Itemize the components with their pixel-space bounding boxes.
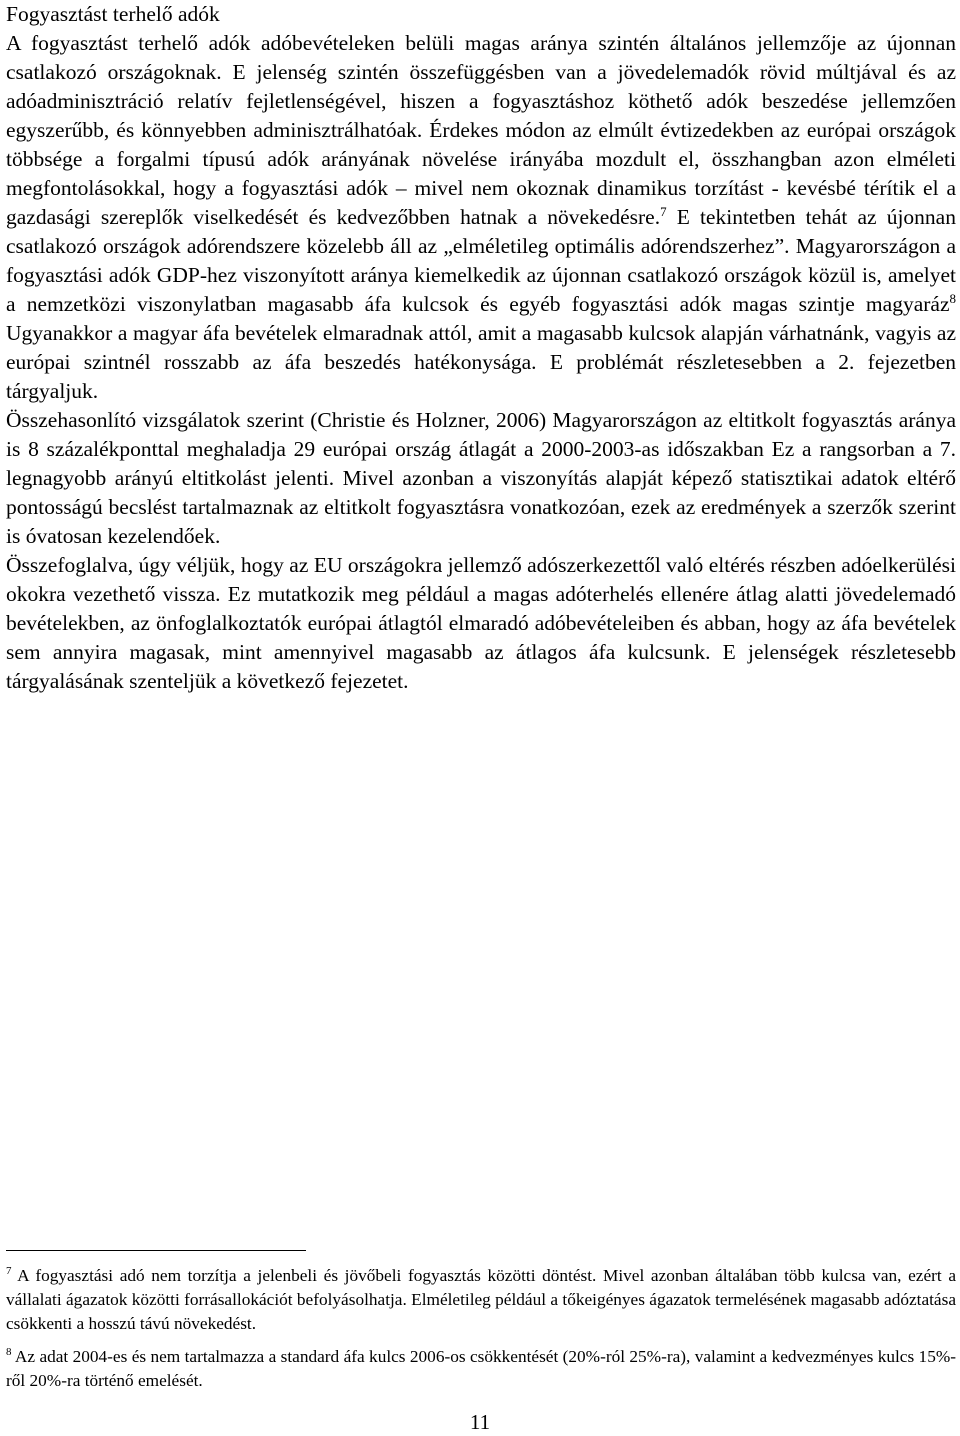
footnote-8 [6, 1345, 956, 1393]
footnotes [6, 1250, 956, 1402]
page-number: 11 [469, 1410, 491, 1434]
paragraph-text: E tekintetben tehát az újonnan csatlakozó országok adórendszere közelebb áll az „elméletileg optimális adórendszerhez”. Magyarországon a fogyasztási adók GDP-hez viszonyított aránya kiemelkedik az újonnan csatlakozó országok közül is, amelyet a nemzetközi viszonylatban magasabb áfa kulcsok és egyéb fogyasztási adók magas szintje magyaráz [6, 205, 956, 316]
footnote-text: Az adat 2004-es és nem tartalmazza a standard áfa kulcs 2006-os csökkentését (20%-ról 25%-ra), valamint a kedvezményes kulcs 15%-ről 20%-ra történő emelését. [6, 1347, 956, 1390]
footnote-ref-8[interactable]: 8 [949, 290, 956, 306]
footnote-number: 8 [6, 1346, 12, 1359]
footnote-number: 7 [6, 1265, 12, 1278]
document-page [6, 0, 956, 696]
footnote-text: A fogyasztási adó nem torzítja a jelenbeli és jövőbeli fogyasztás közötti döntést. Mivel azonban általában több kulcsa van, ezért a vállalati ágazatok közötti forrásallokációt befolyásolhatja. Elméletileg például a tőkeigényes ágazatok termelésének magasabb adóztatása csökkenti a hosszú távú növekedést. [6, 1266, 956, 1333]
paragraph-consumption-taxes [6, 29, 956, 406]
paragraph-text: A fogyasztást terhelő adók adóbevételeken belüli magas aránya szintén általános jellemzője az újonnan csatlakozó országoknak. E jelenség szintén összefüggésben van a jövedelemadók rövid múltjával és az adóadminisztráció relatív fejletlenségével, hiszen a fogyasztáshoz köthető adók beszedése jellemzően egyszerűbb, és könnyebben adminisztrálhatóak. Érdekes módon az elmúlt évtizedekben az európai országok többsége a forgalmi típusú adók arányának növelése irányába mozdult el, összhangban azon elméleti megfontolásokkal, hogy a fogyasztási adók – mivel nem okoznak dinamikus torzítást - kevésbé térítik el a gazdasági szereplők viselkedését és kedvezőbben hatnak a növekedésre. [6, 31, 956, 229]
section-heading: Fogyasztást terhelő adók [6, 2, 220, 26]
paragraph-hidden-consumption: Összehasonlító vizsgálatok szerint (Christie és Holzner, 2006) Magyarországon az eltitkolt fogyasztás aránya is 8 százalékponttal meghaladja 29 európai ország átlagát a 2000-2003-as időszakban Ez a rangsorban a 7. legnagyobb arányú eltitkolást jelenti. Mivel azonban a viszonyítás alapját képező statisztikai adatok eltérő pontosságú becslést tartalmaznak az eltitkolt fogyasztásra vonatkozóan, ezek az eredmények a szerzők szerint is óvatosan kezelendőek. [6, 408, 956, 548]
paragraph-summary: Összefoglalva, úgy véljük, hogy az EU országokra jellemző adószerkezettől való eltérés részben adóelkerülési okokra vezethető vissza. Ez mutatkozik meg például a magas adóterhelés ellenére átlag alatti jövedelemadó bevételekben, az önfoglalkoztatók európai átlagtól elmaradó adóbevételeiben és abban, hogy az áfa bevételek sem annyira magasak, mint amennyivel magasabb az átlagos áfa kulcsunk. E jelenségek részletesebb tárgyalásának szenteljük a következő fejezetet. [6, 553, 956, 693]
paragraph-text: Ugyanakkor a magyar áfa bevételek elmaradnak attól, amit a magasabb kulcsok alapján várhatnánk, vagyis az európai szintnél rosszabb az áfa beszedés hatékonysága. E problémát részletesebben a 2. fejezetben tárgyaljuk. [6, 321, 956, 403]
footnote-separator [6, 1250, 306, 1251]
footnote-7 [6, 1264, 956, 1336]
footnote-ref-7[interactable]: 7 [660, 203, 667, 219]
